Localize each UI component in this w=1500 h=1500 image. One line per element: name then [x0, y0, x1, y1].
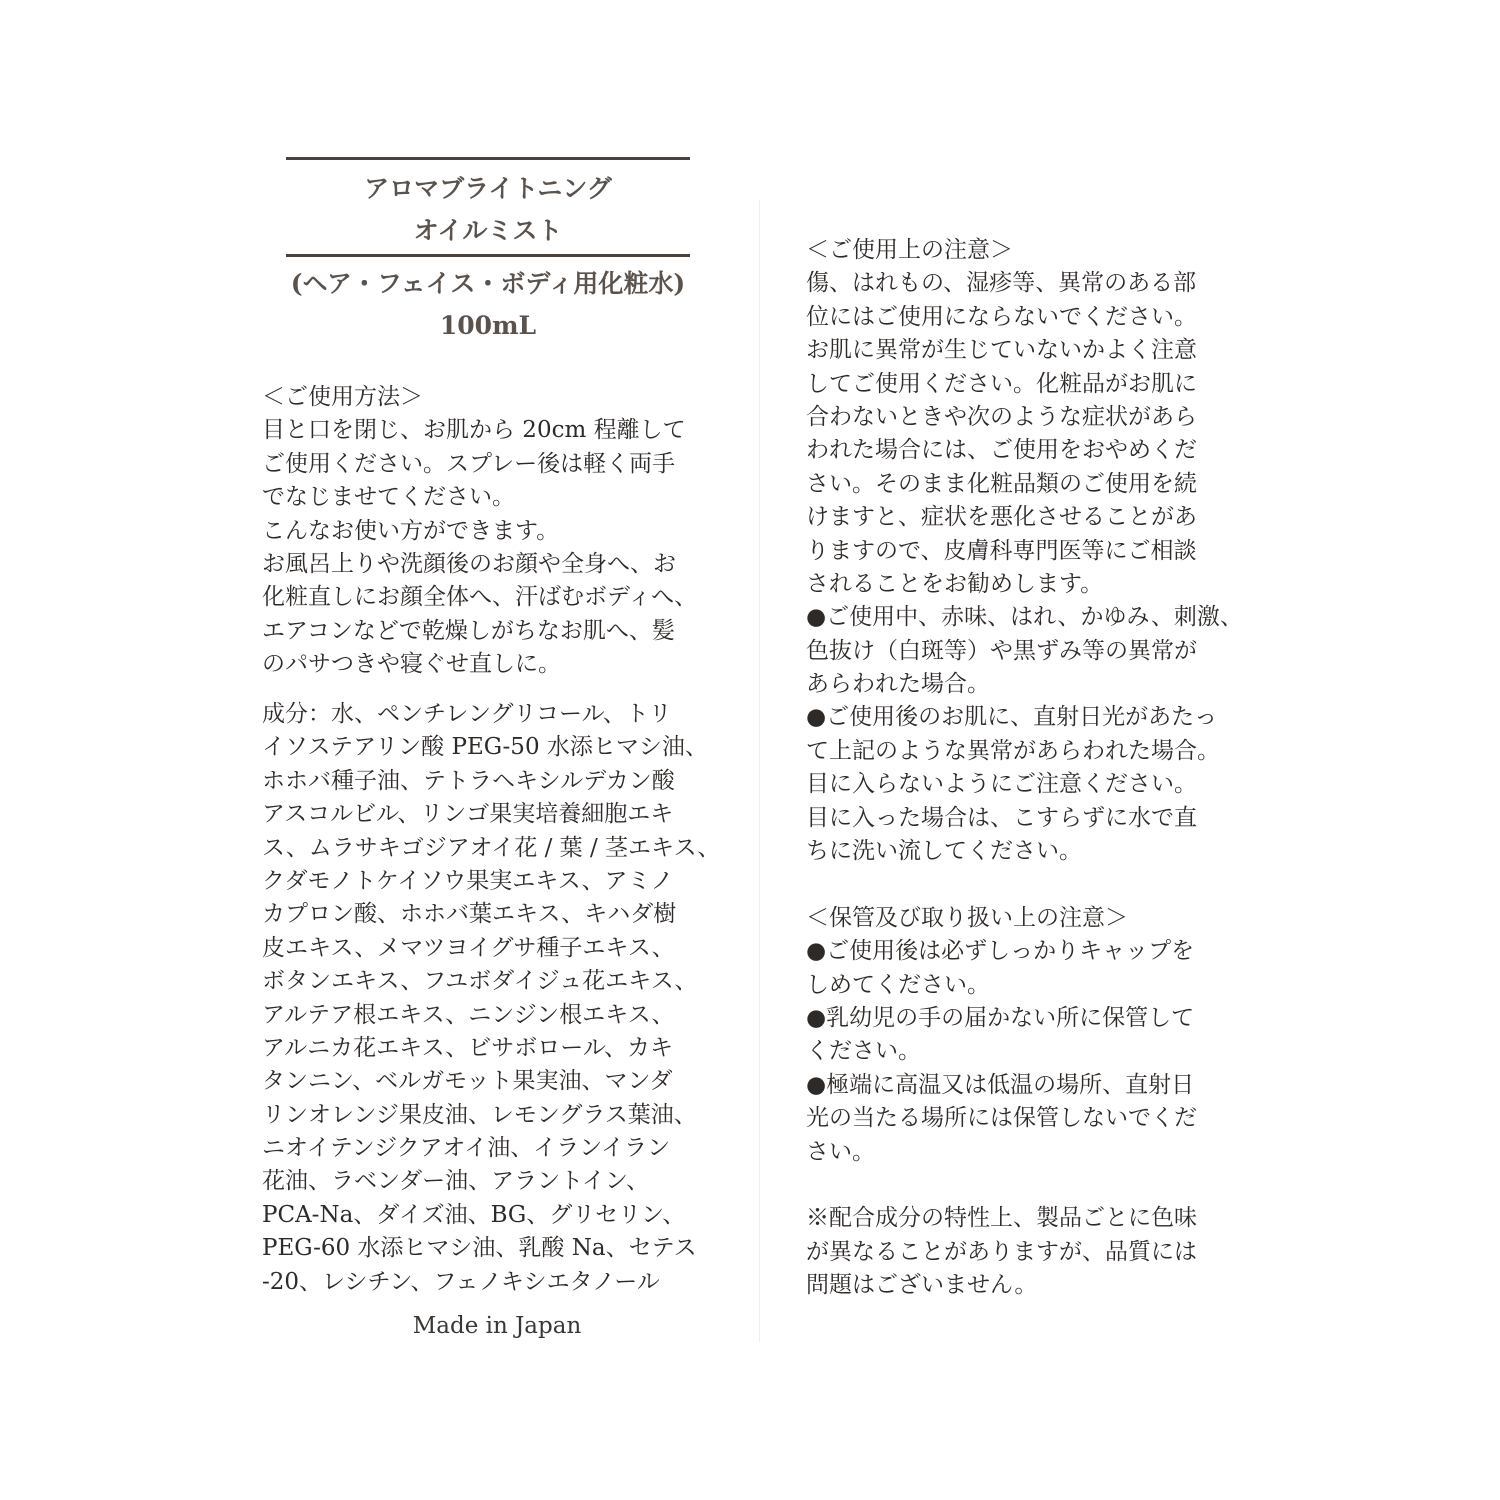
caution-line: あらわれた場合。 [806, 671, 990, 698]
caution-line: 位にはご使用にならないでください。 [806, 303, 1197, 330]
caution-line: 色抜け（白斑等）や黒ずみ等の異常が [806, 637, 1197, 664]
product-volume: 100mL [439, 311, 537, 340]
caution-line: ●ご使用中、赤味、はれ、かゆみ、刺激、 [806, 604, 1243, 631]
ingredients-line: 皮エキス、メマツヨイグサ種子エキス、 [262, 934, 675, 961]
ingredients-line: ボタンエキス、フユボダイジュ花エキス、 [262, 968, 698, 995]
ingredients-line: ニオイテンジクアオイ油、イランイラン [262, 1135, 671, 1162]
caution-line: 光の当たる場所には保管しないでくだ [806, 1105, 1197, 1132]
caution-line: してご使用ください。化粧品がお肌に [806, 370, 1197, 397]
caution-line: 問題はございません。 [806, 1272, 1038, 1299]
ingredients-line: PEG-60 水添ヒマシ油、乳酸 Na、セテス [262, 1235, 697, 1262]
caution-line: 目に入らないようにご注意ください。 [806, 771, 1197, 798]
ingredients-line: PCA-Na、ダイズ油、BG、グリセリン、 [262, 1201, 686, 1228]
ingredients-line: カプロン酸、ホホバ葉エキス、キハダ樹 [262, 901, 677, 928]
column-divider [759, 200, 760, 1342]
usage-line: お風呂上りや洗顔後のお顔や全身へ、お [262, 550, 676, 577]
caution-line: さい。そのまま化粧品類のご使用を続 [806, 470, 1197, 497]
cautions-section [806, 234, 1276, 1303]
made-in-label: Made in Japan [412, 1313, 582, 1339]
product-subtitle: (ヘア・フェイス・ボディ用化粧水) [290, 269, 686, 298]
usage-line: こんなお使い方ができます。 [262, 517, 560, 544]
caution-line: けますと、症状を悪化させることがあ [806, 504, 1197, 531]
caution-line: ＜ご使用上の注意＞ [806, 237, 1013, 263]
title-bottom-rule [286, 254, 690, 257]
caution-line: りますので、皮膚科専門医等にご相談 [806, 537, 1197, 564]
caution-line: 傷、はれもの、湿疹等、異常のある部 [806, 270, 1197, 297]
product-title-line2: オイルミスト [413, 216, 563, 245]
caution-line: ＜保管及び取り扱い上の注意＞ [806, 904, 1128, 931]
ingredients-line: 花油、ラベンダー油、アラントイン、 [262, 1168, 650, 1195]
caution-line [806, 868, 1276, 901]
product-title-line1: アロマブライトニング [364, 174, 612, 203]
ingredients-line: ス、ムラサキゴジアオイ花 / 葉 / 茎エキス、 [262, 834, 721, 861]
caution-line: さい。 [806, 1138, 875, 1165]
usage-line: のパサつきや寝ぐせ直しに。 [262, 651, 561, 678]
caution-line: お肌に異常が生じていないかよく注意 [806, 337, 1197, 364]
caution-line: ●乳幼児の手の届かない所に保管して [806, 1004, 1195, 1031]
ingredients-section [262, 698, 732, 1299]
ingredients-line: -20、レシチン、フェノキシエタノール [262, 1268, 660, 1295]
ingredients-line: イソステアリン酸 PEG-50 水添ヒマシ油、 [262, 734, 708, 761]
caution-line: 目に入った場合は、こすらずに水で直 [806, 804, 1197, 831]
usage-line: エアコンなどで乾燥しがちなお肌へ、髪 [262, 617, 675, 644]
caution-line: われた場合には、ご使用をおやめくだ [806, 437, 1197, 464]
caution-line: ※配合成分の特性上、製品ごとに色味 [806, 1205, 1197, 1232]
ingredients-line: アルテア根エキス、ニンジン根エキス、 [262, 1001, 675, 1028]
caution-line: しめてください。 [806, 971, 990, 998]
ingredients-line: 成分：水、ペンチレングリコール、トリ [262, 701, 672, 727]
caution-line [806, 1169, 1276, 1202]
caution-line: 合わないときや次のような症状があら [806, 403, 1197, 430]
usage-line: 目と口を閉じ、お肌から 20cm 程離して [262, 417, 686, 444]
title-top-rule [286, 157, 690, 160]
caution-line: ●ご使用後は必ずしっかりキャップを [806, 938, 1195, 965]
usage-line: ＜ご使用方法＞ [262, 384, 423, 410]
caution-line: て上記のような異常があらわれた場合。 [806, 737, 1220, 764]
ingredients-line: リンオレンジ果皮油、レモングラス葉油、 [262, 1101, 697, 1128]
caution-line: されることをお勧めします。 [806, 570, 1104, 597]
caution-line: ●ご使用後のお肌に、直射日光があたっ [806, 704, 1218, 731]
ingredients-line: クダモノトケイソウ果実エキス、アミノ [262, 867, 674, 894]
ingredients-line: アスコルビル、リンゴ果実培養細胞エキ [262, 801, 674, 828]
usage-line: でなじませてください。 [262, 484, 515, 511]
usage-line: 化粧直しにお顔全体へ、汗ばむボディへ、 [262, 584, 698, 611]
usage-line: ご使用ください。スプレー後は軽く両手 [262, 450, 676, 477]
usage-section [262, 381, 732, 682]
caution-line: ちに洗い流してください。 [806, 838, 1082, 865]
ingredients-line: タンニン、ベルガモット果実油、マンダ [262, 1068, 673, 1095]
caution-line: ください。 [806, 1038, 921, 1065]
ingredients-line: ホホバ種子油、テトラヘキシルデカン酸 [262, 767, 675, 794]
caution-line: ●極端に高温又は低温の場所、直射日 [806, 1071, 1195, 1098]
ingredients-line: アルニカ花エキス、ビサボロール、カキ [262, 1034, 674, 1061]
caution-line: が異なることがありますが、品質には [806, 1238, 1197, 1265]
